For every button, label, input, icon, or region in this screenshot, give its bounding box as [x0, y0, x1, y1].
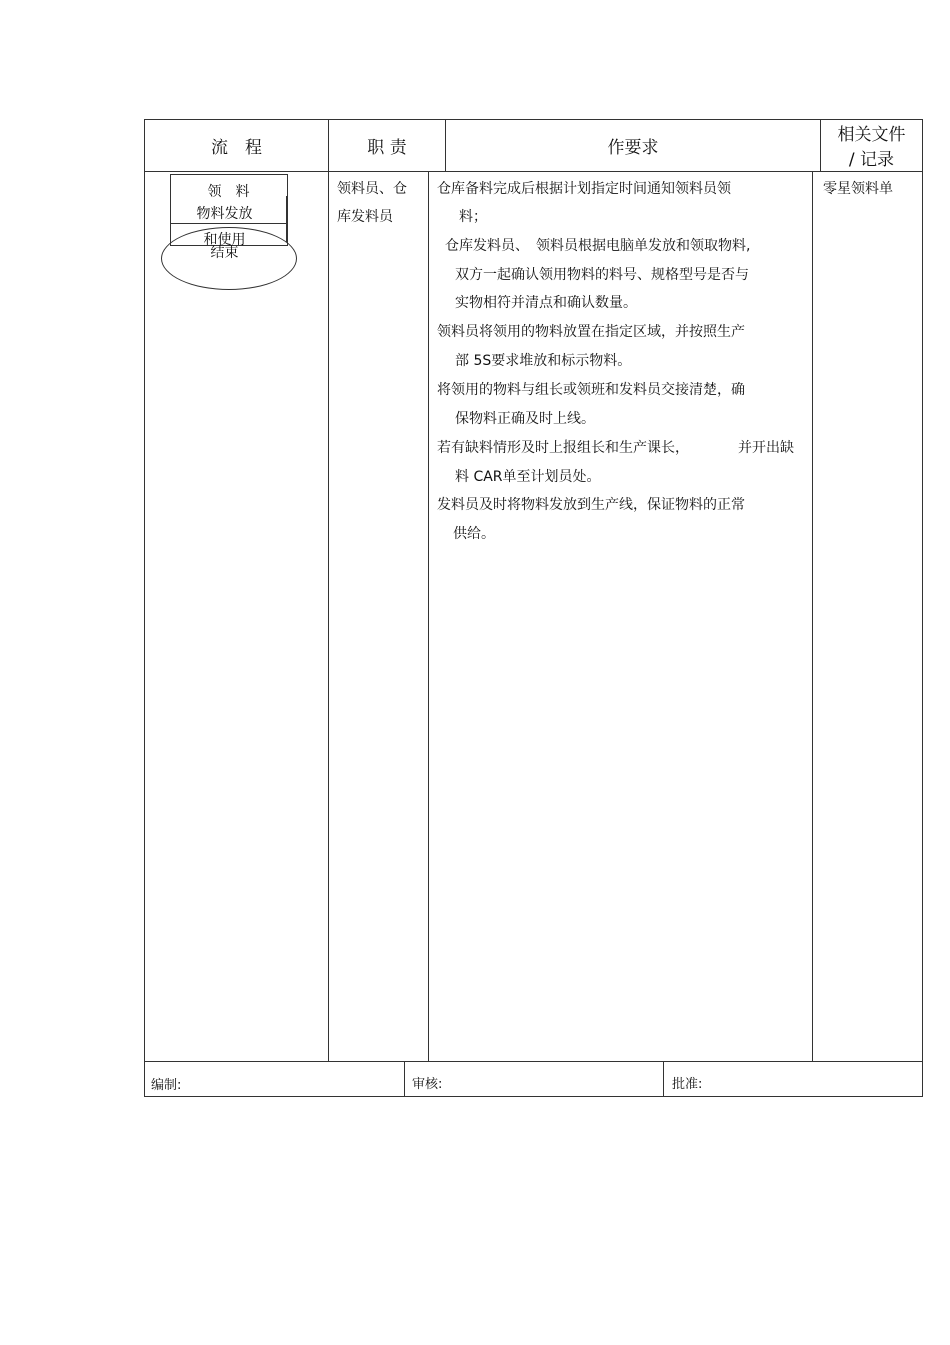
requirement-line: 将领用的物料与组长或领班和发料员交接清楚，确 [437, 382, 745, 398]
requirement-line: 实物相符并清点和确认数量。 [455, 295, 637, 311]
header-duty: 职 责 [367, 138, 407, 158]
table-left-border [144, 119, 145, 1097]
requirement-line: 料 CAR单至计划员处。 [455, 469, 601, 485]
body-divider-3 [812, 171, 813, 1062]
duty-line-2: 库发料员 [337, 209, 393, 225]
body-bottom-border [144, 1061, 923, 1062]
flowchart-box-label-bottom: 和使用 [203, 232, 246, 248]
flowchart-box-shadow [286, 196, 288, 242]
header-requirement: 作要求 [607, 138, 659, 158]
footer-divider-1 [404, 1061, 405, 1097]
footer-reviewed-label: 审核: [412, 1077, 443, 1092]
requirement-line: 若有缺料情形及时上报组长和生产课长， [437, 440, 689, 456]
footer-approved-label: 批准: [672, 1077, 703, 1092]
flowchart-box-divider [170, 223, 287, 224]
body-divider-1 [328, 171, 329, 1062]
duty-line-1: 领料员、仓 [337, 181, 407, 197]
table-top-border [144, 119, 923, 120]
flowchart-box-label-top: 领 料 [207, 184, 250, 200]
footer-divider-2 [663, 1061, 664, 1097]
header-records-line2: / 记录 [848, 150, 895, 170]
footer-prepared-label: 编制: [151, 1078, 182, 1093]
flowchart-box-label-mid: 物料发放 [196, 206, 253, 222]
requirement-line: 保物料正确及时上线。 [455, 411, 595, 427]
header-bottom-border [144, 171, 923, 172]
requirement-line: 发料员及时将物料发放到生产线，保证物料的正常 [437, 497, 745, 513]
table-bottom-border [144, 1096, 923, 1097]
requirement-line: 仓库备料完成后根据计划指定时间通知领料员领 [437, 181, 731, 197]
requirement-line: 供给。 [453, 526, 495, 542]
requirement-line: 部 5S要求堆放和标示物料。 [455, 353, 632, 369]
requirement-line: 仓库发料员、 领料员根据电脑单发放和领取物料, [445, 238, 751, 254]
body-divider-2 [428, 171, 429, 1062]
record-item: 零星领料单 [823, 181, 893, 197]
requirement-line: 双方一起确认领用物料的料号、规格型号是否与 [455, 267, 749, 283]
requirement-line: 并开出缺 [738, 440, 794, 456]
flowchart-end-label: 结束 [210, 245, 239, 261]
requirement-line: 料； [459, 209, 487, 225]
header-process: 流 程 [211, 138, 262, 158]
requirement-line: 领料员将领用的物料放置在指定区域，并按照生产 [437, 324, 745, 340]
header-records-line1: 相关文件 [837, 125, 906, 145]
table-right-border [922, 119, 923, 1097]
